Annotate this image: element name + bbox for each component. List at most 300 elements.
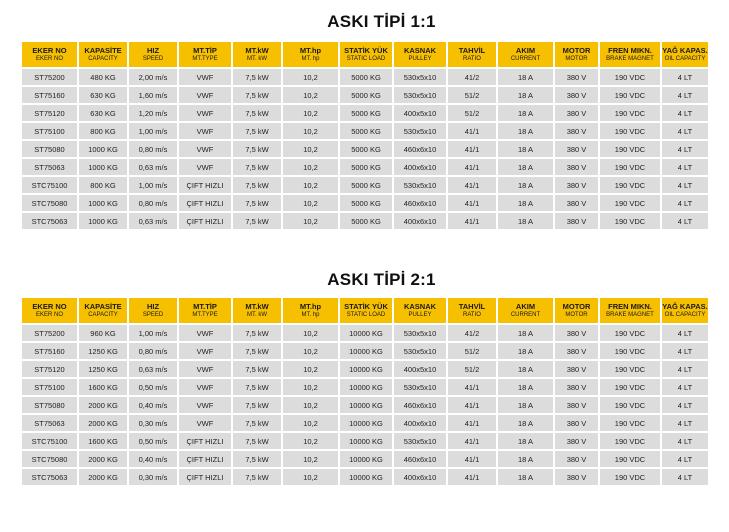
table-cell: 190 VDC [600,379,660,395]
table-cell: ST75100 [22,379,77,395]
table-cell: 0,80 m/s [129,195,177,211]
table-row [22,415,708,431]
column-header-label: FREN MIKN. [608,45,652,55]
table-row [22,213,708,229]
table-cell: 4 LT [662,213,708,229]
column-header-label: YAĞ KAPAS. [662,45,708,55]
table-row [22,361,708,377]
table-row [22,123,708,139]
table-cell: VWF [179,105,231,121]
table-cell: 380 V [555,159,598,175]
table-cell: 190 VDC [600,87,660,103]
table-row [22,87,708,103]
column-header-label: FREN MIKN. [608,301,652,311]
table-cell: 530x5x10 [394,123,446,139]
table-cell: 7,5 kW [233,397,281,413]
table-cell: 41/1 [448,177,496,193]
table-cell: 5000 KG [340,195,392,211]
column-header-label: MOTOR [562,45,591,55]
column-header-sublabel: PULLEY [408,311,432,318]
table-cell: 1,20 m/s [129,105,177,121]
table-cell: 10,2 [283,397,338,413]
table-cell: 5000 KG [340,69,392,85]
column-header-sublabel: MT. kW [247,311,267,318]
table-cell: 4 LT [662,325,708,341]
table-cell: 380 V [555,195,598,211]
column-header-sublabel: MT.TYPE [192,311,218,318]
table-cell: 2000 KG [79,397,127,413]
table-cell: STC75100 [22,177,77,193]
table-cell: 2000 KG [79,451,127,467]
table-cell: STC75063 [22,469,77,485]
table-cell: 190 VDC [600,397,660,413]
column-header-sublabel: PULLEY [408,55,432,62]
table-cell: 10,2 [283,451,338,467]
table-cell: 380 V [555,379,598,395]
table-row [22,141,708,157]
table-cell: 4 LT [662,195,708,211]
column-header-sublabel: STATIC LOAD [346,311,386,318]
table-cell: ST75080 [22,397,77,413]
column-header-label: KAPASİTE [84,45,122,55]
table-cell: 190 VDC [600,361,660,377]
table-cell: 10,2 [283,213,338,229]
table-cell: 190 VDC [600,177,660,193]
table-cell: 400x6x10 [394,159,446,175]
table-cell: ÇIFT HIZLI [179,433,231,449]
column-header [394,298,446,323]
table-cell: 1,00 m/s [129,123,177,139]
column-header-label: AKIM [515,301,536,311]
table-cell: 41/1 [448,123,496,139]
table-cell: 4 LT [662,469,708,485]
table-cell: 18 A [498,105,553,121]
column-header [394,42,446,67]
column-header-sublabel: CURRENT [510,55,541,62]
column-header-label: STATİK YÜK [344,45,388,55]
table-cell: VWF [179,361,231,377]
table-cell: 7,5 kW [233,213,281,229]
table-cell: 380 V [555,325,598,341]
column-header-sublabel: SPEED [142,55,164,62]
table-cell: 51/2 [448,87,496,103]
table-cell: 18 A [498,433,553,449]
table-cell: 1000 KG [79,141,127,157]
column-header-label: MT.hp [299,301,322,311]
table-cell: 190 VDC [600,159,660,175]
column-header [340,298,392,323]
table-cell: 10,2 [283,123,338,139]
column-header-label: KASNAK [403,45,437,55]
table-cell: 0,80 m/s [129,343,177,359]
table-cell: 380 V [555,87,598,103]
column-header-label: EKER NO [32,301,67,311]
table-cell: 10000 KG [340,361,392,377]
table-cell: 0,50 m/s [129,433,177,449]
table-cell: 18 A [498,87,553,103]
table-cell: 530x5x10 [394,325,446,341]
table-cell: 0,30 m/s [129,415,177,431]
table-cell: 18 A [498,123,553,139]
table-cell: 18 A [498,379,553,395]
table-cell: 18 A [498,159,553,175]
column-header-label: TAHVİL [458,301,486,311]
table-cell: 41/1 [448,397,496,413]
table-cell: 18 A [498,213,553,229]
column-header-sublabel: EKER NO [35,55,63,62]
table-cell: 5000 KG [340,159,392,175]
table-cell: 4 LT [662,343,708,359]
table-cell: 400x6x10 [394,469,446,485]
table-cell: 7,5 kW [233,105,281,121]
table-cell: 18 A [498,177,553,193]
table-cell: 190 VDC [600,325,660,341]
column-header-sublabel: BRAKE MAGNET [606,55,654,62]
table-cell: 2,00 m/s [129,69,177,85]
column-header-sublabel: CURRENT [510,311,541,318]
table-cell: 480 KG [79,69,127,85]
table-cell: ST75120 [22,105,77,121]
table-cell: 190 VDC [600,213,660,229]
table-cell: ST75063 [22,415,77,431]
column-header [179,298,231,323]
table-cell: ST75200 [22,69,77,85]
table-cell: 380 V [555,397,598,413]
table-cell: 380 V [555,415,598,431]
column-header [283,42,338,67]
table-row [22,451,708,467]
spec-table-1-1 [20,40,710,231]
table-row [22,469,708,485]
column-header [555,298,598,323]
table-cell: 530x5x10 [394,433,446,449]
table-cell: 7,5 kW [233,469,281,485]
table-cell: 4 LT [662,69,708,85]
table-cell: 1,00 m/s [129,325,177,341]
table-row [22,105,708,121]
table-row [22,343,708,359]
column-header-sublabel: STATIC LOAD [346,55,386,62]
table-row [22,397,708,413]
table-cell: 51/2 [448,105,496,121]
table-cell: ST75160 [22,87,77,103]
table-cell: 380 V [555,361,598,377]
table-cell: 0,40 m/s [129,397,177,413]
table-cell: ÇIFT HIZLI [179,195,231,211]
table-row [22,159,708,175]
table-cell: 530x5x10 [394,343,446,359]
table-cell: 41/1 [448,213,496,229]
column-header-label: MT.TİP [193,301,217,311]
table-cell: VWF [179,141,231,157]
column-header-sublabel: RATIO [463,55,481,62]
table-cell: 380 V [555,451,598,467]
table-cell: 18 A [498,69,553,85]
column-header-label: HIZ [146,45,160,55]
column-header [600,42,660,67]
table-row [22,195,708,211]
table-cell: 10,2 [283,87,338,103]
table-cell: VWF [179,379,231,395]
column-header-sublabel: CAPACITY [88,311,118,318]
table-cell: 0,63 m/s [129,361,177,377]
table-row [22,69,708,85]
column-header [79,42,127,67]
table-cell: 18 A [498,415,553,431]
table-cell: 0,63 m/s [129,213,177,229]
column-header-sublabel: MT. kW [247,55,267,62]
table-cell: VWF [179,397,231,413]
column-header [233,298,281,323]
column-header [233,42,281,67]
table-cell: ÇIFT HIZLI [179,469,231,485]
column-header [555,42,598,67]
table-cell: 190 VDC [600,469,660,485]
column-header-sublabel: MT.TYPE [192,55,218,62]
table-cell: ST75200 [22,325,77,341]
table-cell: 460x6x10 [394,397,446,413]
table-cell: STC75100 [22,433,77,449]
table-cell: 7,5 kW [233,195,281,211]
table-cell: 400x6x10 [394,415,446,431]
table-cell: 1000 KG [79,213,127,229]
table-cell: 530x5x10 [394,69,446,85]
table-cell: 7,5 kW [233,451,281,467]
table-cell: 10,2 [283,379,338,395]
column-header [283,298,338,323]
table-cell: 800 KG [79,177,127,193]
table-cell: 380 V [555,105,598,121]
table-cell: 10,2 [283,141,338,157]
table-cell: 800 KG [79,123,127,139]
column-header [448,42,496,67]
column-header [129,42,177,67]
table-cell: 4 LT [662,361,708,377]
column-header [340,42,392,67]
table-cell: 7,5 kW [233,87,281,103]
table-cell: 10000 KG [340,379,392,395]
table-cell: 10,2 [283,195,338,211]
table-cell: 1,60 m/s [129,87,177,103]
column-header-sublabel: MOTOR [565,311,588,318]
table-cell: 18 A [498,451,553,467]
table-cell: 380 V [555,343,598,359]
column-header-sublabel: OIL CAPACITY [664,55,706,62]
table-cell: 4 LT [662,433,708,449]
table-cell: 190 VDC [600,343,660,359]
column-header-label: AKIM [515,45,536,55]
table-cell: 41/1 [448,159,496,175]
column-header-label: STATİK YÜK [344,301,388,311]
table-cell: 10,2 [283,433,338,449]
table-row [22,325,708,341]
table-cell: 4 LT [662,87,708,103]
table-cell: 41/1 [448,433,496,449]
table-cell: 18 A [498,195,553,211]
table-cell: 41/1 [448,141,496,157]
table-cell: 960 KG [79,325,127,341]
table-cell: 1000 KG [79,159,127,175]
table-cell: 51/2 [448,343,496,359]
table-cell: 190 VDC [600,451,660,467]
table-cell: 41/1 [448,379,496,395]
table-cell: 41/1 [448,195,496,211]
table-cell: VWF [179,87,231,103]
table-cell: 10000 KG [340,325,392,341]
table-cell: 51/2 [448,361,496,377]
table-header-row [22,42,708,67]
table-cell: 10,2 [283,361,338,377]
column-header-label: KAPASİTE [84,301,122,311]
table-cell: 1600 KG [79,379,127,395]
table-cell: 400x5x10 [394,361,446,377]
table-cell: STC75080 [22,195,77,211]
table-cell: ST75063 [22,159,77,175]
table-cell: 190 VDC [600,69,660,85]
table-cell: 0,40 m/s [129,451,177,467]
table-cell: 460x6x10 [394,451,446,467]
table-cell: 0,30 m/s [129,469,177,485]
section-title-2-1: ASKI TİPİ 2:1 [327,270,436,289]
table-row [22,177,708,193]
table-cell: 7,5 kW [233,433,281,449]
table-cell: 4 LT [662,415,708,431]
table-cell: 4 LT [662,123,708,139]
table-cell: 380 V [555,141,598,157]
table-cell: 10000 KG [340,415,392,431]
section-title-1-1: ASKI TİPİ 1:1 [327,12,436,31]
table-cell: VWF [179,69,231,85]
table-cell: 7,5 kW [233,379,281,395]
table-cell: ÇIFT HIZLI [179,177,231,193]
column-header [498,42,553,67]
table-cell: STC75063 [22,213,77,229]
table-cell: 190 VDC [600,415,660,431]
table-cell: 190 VDC [600,105,660,121]
column-header-label: HIZ [146,301,160,311]
table-header-row [22,298,708,323]
table-cell: 41/1 [448,451,496,467]
table-cell: 4 LT [662,451,708,467]
column-header-label: MT.kW [245,45,269,55]
column-header [600,298,660,323]
table-row [22,379,708,395]
table-cell: 380 V [555,433,598,449]
table-cell: 4 LT [662,379,708,395]
table-cell: 380 V [555,123,598,139]
table-cell: VWF [179,415,231,431]
table-cell: 1600 KG [79,433,127,449]
table-cell: STC75080 [22,451,77,467]
table-cell: 530x5x10 [394,379,446,395]
column-header-sublabel: EKER NO [35,311,63,318]
table-cell: 18 A [498,141,553,157]
table-cell: ST75080 [22,141,77,157]
column-header-label: MT.kW [245,301,269,311]
table-cell: 190 VDC [600,195,660,211]
table-cell: 7,5 kW [233,159,281,175]
table-cell: 2000 KG [79,415,127,431]
table-cell: 7,5 kW [233,177,281,193]
table-cell: 460x6x10 [394,195,446,211]
table-cell: VWF [179,343,231,359]
table-cell: 0,50 m/s [129,379,177,395]
table-cell: VWF [179,123,231,139]
table-cell: 41/1 [448,469,496,485]
table-cell: 400x5x10 [394,105,446,121]
table-cell: 41/1 [448,415,496,431]
table-cell: 2000 KG [79,469,127,485]
table-cell: 4 LT [662,141,708,157]
table-cell: ÇIFT HIZLI [179,213,231,229]
table-cell: ST75100 [22,123,77,139]
table-cell: 4 LT [662,105,708,121]
table-cell: 0,80 m/s [129,141,177,157]
table-cell: 190 VDC [600,433,660,449]
table-cell: 1,00 m/s [129,177,177,193]
table-cell: 7,5 kW [233,141,281,157]
table-cell: 380 V [555,469,598,485]
table-cell: 5000 KG [340,123,392,139]
table-cell: 5000 KG [340,177,392,193]
table-cell: 380 V [555,69,598,85]
column-header-label: YAĞ KAPAS. [662,301,708,311]
column-header [179,42,231,67]
column-header [22,298,77,323]
table-cell: 630 KG [79,87,127,103]
column-header-sublabel: RATIO [463,311,481,318]
column-header-label: MT.TİP [193,45,217,55]
table-cell: 18 A [498,343,553,359]
column-header-label: MT.hp [299,45,322,55]
table-cell: VWF [179,159,231,175]
column-header-sublabel: BRAKE MAGNET [606,311,654,318]
column-header-sublabel: MOTOR [565,55,588,62]
column-header [662,298,708,323]
table-cell: 190 VDC [600,123,660,139]
column-header [662,42,708,67]
table-cell: 1250 KG [79,361,127,377]
column-header-label: KASNAK [403,301,437,311]
table-cell: 4 LT [662,177,708,193]
table-cell: 1250 KG [79,343,127,359]
column-header [79,298,127,323]
table-cell: 460x6x10 [394,141,446,157]
column-header [22,42,77,67]
table-cell: VWF [179,325,231,341]
table-cell: 10,2 [283,325,338,341]
column-header-label: TAHVİL [458,45,486,55]
table-cell: 4 LT [662,159,708,175]
table-cell: 10,2 [283,69,338,85]
table-cell: 7,5 kW [233,69,281,85]
table-cell: 10,2 [283,415,338,431]
column-header-sublabel: CAPACITY [88,55,118,62]
column-header-sublabel: OIL CAPACITY [664,311,706,318]
spec-table-2-1 [20,296,710,487]
table-cell: 10,2 [283,105,338,121]
table-cell: 5000 KG [340,213,392,229]
column-header [498,298,553,323]
table-cell: 10,2 [283,343,338,359]
column-header-sublabel: MT. hp [301,55,320,62]
table-cell: 10,2 [283,469,338,485]
table-cell: 380 V [555,213,598,229]
table-cell: 41/2 [448,325,496,341]
table-cell: ST75160 [22,343,77,359]
table-cell: 530x5x10 [394,87,446,103]
table-cell: 7,5 kW [233,415,281,431]
